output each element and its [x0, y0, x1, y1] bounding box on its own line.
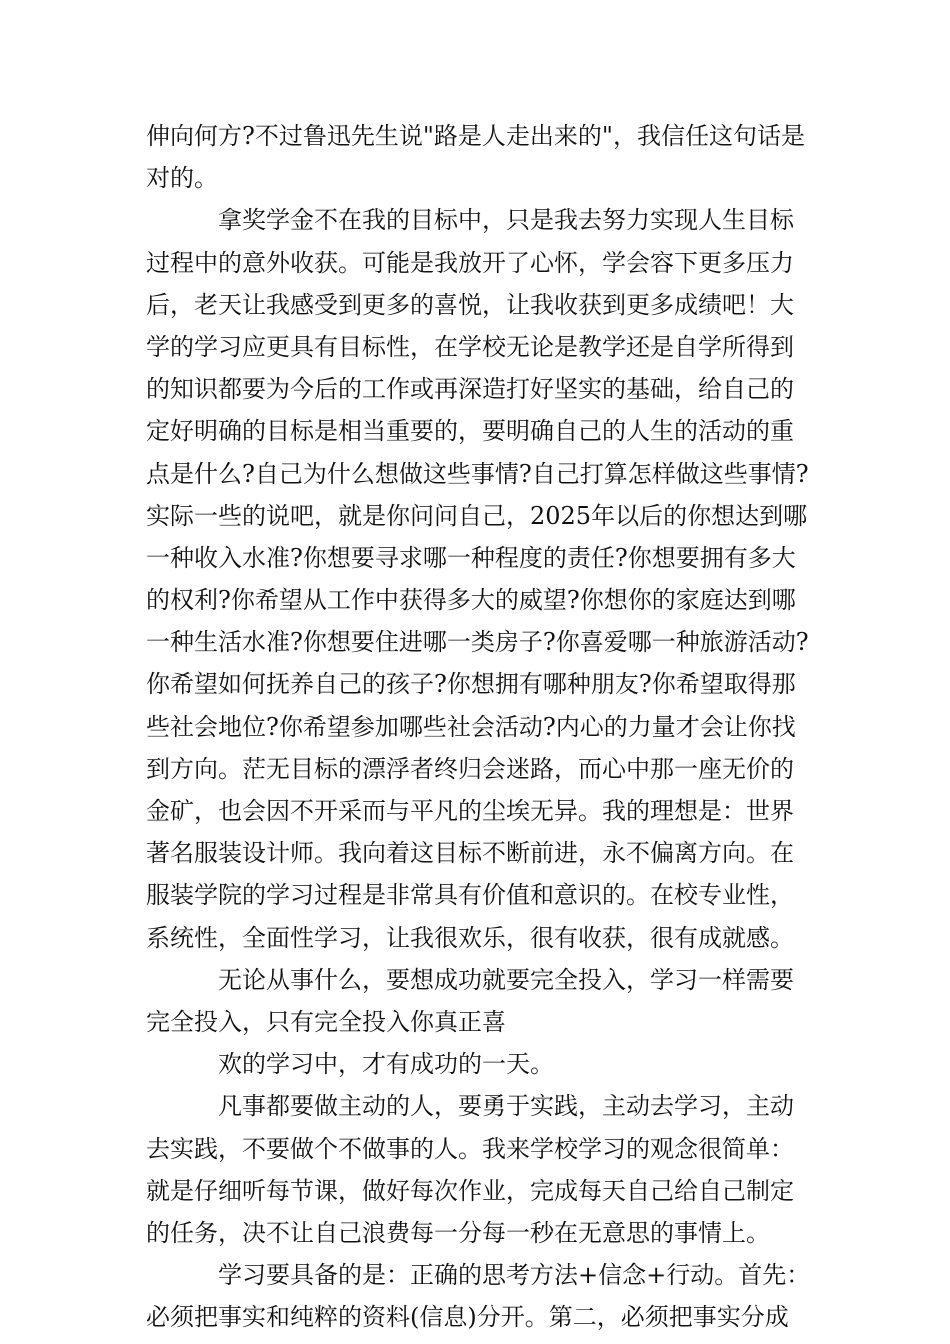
text-line: 一种收入水准?你想要寻求哪一种程度的责任?你想要拥有多大 [146, 543, 796, 572]
text-line: 些社会地位?你希望参加哪些社会活动?内心的力量才会让你找 [146, 712, 796, 741]
paragraph-start-line: 欢的学习中，才有成功的一天。 [218, 1050, 554, 1079]
text-line: 定好明确的目标是相当重要的，要明确自己的人生的活动的重 [146, 417, 794, 446]
text-line: 实际一些的说吧，就是你问问自己，2025年以后的你想达到哪 [146, 501, 808, 530]
text-line: 伸向何方?不过鲁迅先生说"路是人走出来的"，我信任这句话是 [146, 122, 805, 150]
text-line: 服装学院的学习过程是非常具有价值和意识的。在校专业性， [146, 881, 794, 910]
text-line: 学的学习应更具有目标性，在学校无论是教学还是自学所得到 [146, 332, 794, 361]
paragraph-start-line: 拿奖学金不在我的目标中，只是我去努力实现人生目标 [218, 206, 794, 235]
text-line: 到方向。茫无目标的漂浮者终归会迷路，而心中那一座无价的 [146, 754, 794, 783]
text-line: 过程中的意外收获。可能是我放开了心怀，学会容下更多压力 [146, 248, 794, 277]
text-line: 系统性，全面性学习，让我很欢乐，很有收获，很有成就感。 [146, 923, 794, 952]
text-line: 的知识都要为今后的工作或再深造打好坚实的基础，给自己的 [146, 375, 794, 404]
text-line: 的权利?你希望从工作中获得多大的威望?你想你的家庭达到哪 [146, 586, 796, 615]
text-line: 的任务，决不让自己浪费每一分每一秒在无意思的事情上。 [146, 1218, 770, 1247]
paragraph-start-line: 凡事都要做主动的人，要勇于实践，主动去学习，主动 [218, 1092, 794, 1121]
text-line: 必须把事实和纯粹的资料(信息)分开。第二，必须把事实分成 [146, 1303, 789, 1332]
body-text [146, 115, 811, 1338]
paragraph-start-line: 无论从事什么，要想成功就要完全投入，学习一样需要 [218, 965, 794, 994]
paragraph-start-line: 学习要具备的是：正确的思考方法+信念+行动。首先： [218, 1261, 811, 1290]
text-line: 对的。 [146, 164, 218, 193]
text-line: 金矿，也会因不开采而与平凡的尘埃无异。我的理想是：世界 [146, 797, 794, 825]
text-line: 点是什么?自己为什么想做这些事情?自己打算怎样做这些事情? [146, 459, 809, 488]
text-line: 去实践，不要做个不做事的人。我来学校学习的观念很简单： [146, 1134, 794, 1163]
text-line: 著名服装设计师。我向着这目标不断前进，永不偏离方向。在 [146, 839, 794, 868]
text-line: 就是仔细听每节课，做好每次作业，完成每天自己给自己制定 [146, 1176, 794, 1205]
text-line: 一种生活水准?你想要住进哪一类房子?你喜爱哪一种旅游活动? [146, 628, 809, 657]
text-line: 后，老天让我感受到更多的喜悦，让我收获到更多成绩吧！大 [146, 290, 794, 319]
text-line: 完全投入，只有完全投入你真正喜 [146, 1007, 506, 1036]
text-line: 你希望如何抚养自己的孩子?你想拥有哪种朋友?你希望取得那 [146, 670, 796, 699]
